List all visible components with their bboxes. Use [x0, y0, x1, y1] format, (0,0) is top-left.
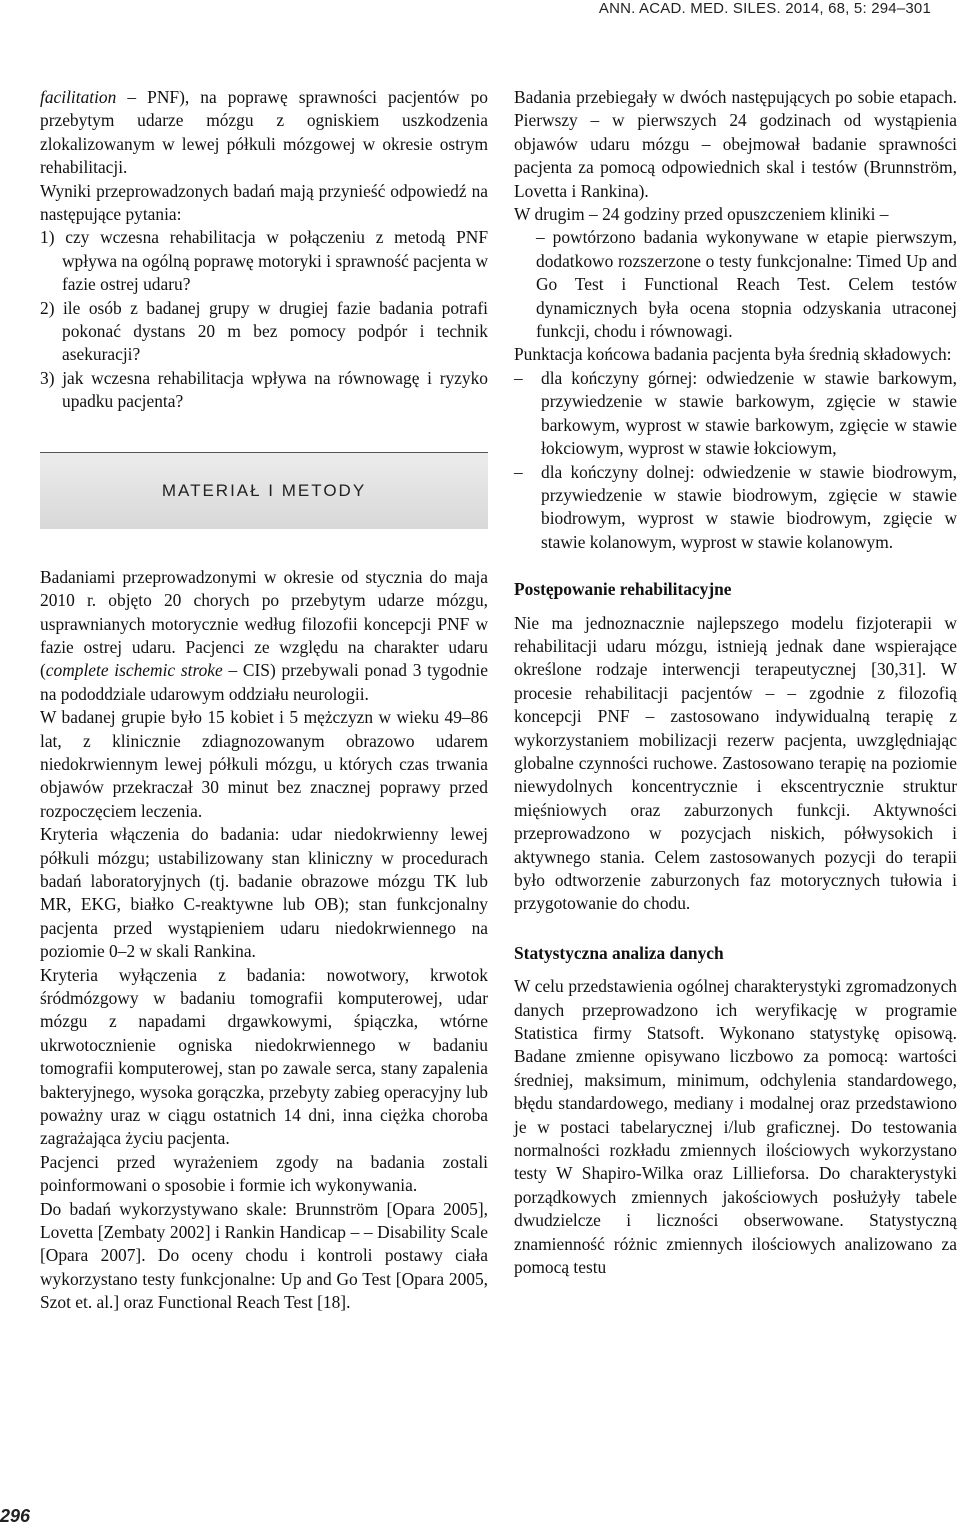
question-3: 3) jak wczesna rehabilitacja wpływa na równowagę i ryzyko upadku pacjenta?: [40, 367, 488, 412]
question-1: 1) czy wczesna rehabilitacja w połączeniu z metodą PNF wpływa na ogólną poprawę motoryki i sprawność pacjenta w fazie ostrej udaru?: [40, 227, 488, 295]
list-item-text: dla kończyny górnej: odwiedzenie w stawie barkowym, przywiedzenie w stawie barkowym, zgięcie w stawie barkowym, wyprost w stawie barkowym, zgięcie w stawie łokciowym, wyprost w stawie łokciowym,: [541, 367, 957, 459]
paragraph-rehabilitacja: Nie ma jednoznacznie najlepszego modelu fizjoterapii w rehabilitacji udaru mózgu, istnieją jednak dane wspierające określone rodzaje interwencji terapeutycznej [30,31]. W procesie rehabilitacji pacjentów – – zgodnie z filozofią koncepcji PNF – zastosowano indywidualną terapię z wykorzystaniem mobilizacji rezerw pacjenta, uwzględniając globalne czynności ruchowe. Zastosowano terapię na poziomie niewydolnych koncentrycznie i ekscentrycznie struktur mięśniowych oraz zaburzonych funkcji. Aktywności przeprowadzono w pozycjach niskich, półwysokich i aktywnego stania. Celem zastosowanych pozycji do terapii było odtworzenie zaburzonych faz motorycznych tułowia i przygotowanie do chodu.: [514, 612, 957, 914]
paragraph-intro: [40, 86, 488, 180]
badaniami-text-2: – CIS) przebywali ponad 3 tygodnie na pododdziale udarowym oddziału neurologii.: [40, 660, 488, 704]
subheading-statistics: Statystyczna analiza danych: [514, 942, 724, 963]
section-header-box: [40, 452, 488, 529]
paragraph-drugi-etap-a: W drugim – 24 godziny przed opuszczeniem kliniki –: [514, 204, 889, 225]
paragraph-grupa: W badanej grupie było 15 kobiet i 5 mężczyzn w wieku 49–86 lat, z klinicznie zdiagnozowanym obrazowo udarem niedokrwiennym lewej półkuli mózgu, u których czas trwania objawów przekraczał 30 minut bez znacznej poprawy przed rozpoczęciem leczenia.: [40, 707, 488, 821]
paragraph-wyniki: Wyniki przeprowadzonych badań mają przynieść odpowiedź na następujące pytania:: [40, 180, 488, 225]
paragraph-drugi-etap-b: – powtórzono badania wykonywane w etapie pierwszym, dodatkowo rozszerzone o testy funkcjonalne: Timed Up and Go Test i Functional Reach Test. Celem testów dynamicznych była ocena stopnia odzyskania utraconej funkcji, chodu i równowagi.: [536, 227, 957, 342]
left-column: [40, 86, 488, 1315]
dash-bullet: –: [514, 367, 523, 388]
paragraph-statystyka: W celu przedstawienia ogólnej charakterystyki zgromadzonych danych przeprowadzono ich weryfikację w programie Statistica firmy Statsoft. Wykonano statystykę opisową. Badane zmienne opisywano liczbowo za pomocą: wartości średniej, maksimum, minimum, odchylenia standardowego, błędu standardowego, mediany i modalnej oraz przedstawiono je w postaci tabelarycznej i/lub graficznej. Do testowania normalności rozkładu zmiennych ilościowych wykorzystano testy W Shapiro-Wilka oraz Lillieforsa. Do charakterystyki porządkowych zmiennych jakościowych posłużyły tabele dwudzielcze i liczności obserwowane. Statystyczną znamienność różnic zmiennych ilościowych analizowano za pomocą testu: [514, 976, 957, 1278]
paragraph-etapy: Badania przebiegały w dwóch następujących po sobie etapach. Pierwszy – w pierwszych 24 godzinach od wystąpienia objawów udaru mózgu – obejmował badanie sprawności pacjenta za pomocą odpowiednich skal i testów (Brunnström, Lovetta i Rankina).: [514, 87, 957, 201]
badaniami-italic: complete ischemic stroke: [45, 660, 223, 681]
right-column: [514, 86, 957, 1280]
list-item-text: dla kończyny dolnej: odwiedzenie w stawie biodrowym, przywiedzenie w stawie biodrowym, zgięcie w stawie biodrowym, wyprost w stawie biodrowym, zgięcie w stawie kolanowym, wyprost w stawie kolanowym.: [541, 461, 957, 552]
badaniami-text-1: Badaniami przeprowadzonymi w okresie od stycznia do maja 2010 r. objęto 20 chorych po przebytym udarze mózgu, usprawnianych motorycznie według filozofii koncepcji PNF w fazie ostrej udaru. Pacjenci ze względu na charakter udaru (: [40, 566, 488, 681]
paragraph-kryteria-wylaczenia: Kryteria wyłączenia z badania: nowotwory, krwotok śródmózgowy w badaniu tomografii komputerowej, udar mózgu z napadami drgawkowymi, śpiączka, wtórne ukrwotocznienie ogniska niedokrwiennego w badaniu tomografii komputerowej, stan po zawale serca, stany zapalenia bakteryjnego, wysoka gorączka, przebyty zabieg operacyjny lub poważny uraz w ciągu ostatnich 14 dni, inna ciężka choroba zagrażająca życiu pacjenta.: [40, 964, 488, 1149]
paragraph-skale: Do badań wykorzystywano skale: Brunnström [Opara 2005], Lovetta [Zembaty 2002] i Rankin Handicap – – Disability Scale [Opara 2007]. Do oceny chodu i kontroli postawy ciała wykorzystano testy funkcjonalne: Up and Go Test [Opara 2005, Szot et. al.] oraz Functional Reach Test [18].: [40, 1198, 488, 1313]
subheading-rehabilitation: Postępowanie rehabilitacyjne: [514, 579, 732, 600]
page-number: 296: [0, 1506, 31, 1526]
intro-italic: facilitation: [40, 87, 117, 107]
dash-bullet: –: [514, 461, 523, 482]
question-2: 2) ile osób z badanej grupy w drugiej fazie badania potrafi pokonać dystans 20 m bez pomocy podpór i technik asekuracji?: [40, 297, 488, 365]
intro-text: – PNF), na poprawę sprawności pacjentów po przebytym udarze mózgu z ogniskiem uszkodzenia zlokalizowanym w lewej półkuli mózgowej w okresie ostrym rehabilitacji.: [40, 87, 488, 178]
paragraph-badaniami: [40, 566, 488, 706]
list-item: [514, 461, 957, 555]
paragraph-kryteria-wlaczenia: Kryteria włączenia do badania: udar niedokrwienny lewej półkuli mózgu; ustabilizowany stan kliniczny w procedurach badań laboratoryjnych (tj. badanie obrazowe mózgu TK lub MR, EKG, białko C-reaktywne lub OB); stan funkcjonalny pacjenta przed wystąpieniem udaru niedokrwiennego na poziomie 0–2 w skali Rankina.: [40, 824, 488, 962]
section-title: MATERIAŁ I METODY: [161, 480, 367, 500]
paragraph-zgoda: Pacjenci przed wyrażeniem zgody na badania zostali poinformowani o sposobie i formie ich wykonywania.: [40, 1151, 488, 1196]
running-head: ANN. ACAD. MED. SILES. 2014, 68, 5: 294–301: [598, 0, 931, 17]
list-item: [514, 367, 957, 461]
paragraph-punktacja: Punktacja końcowa badania pacjenta była średnią składowych:: [514, 344, 952, 365]
